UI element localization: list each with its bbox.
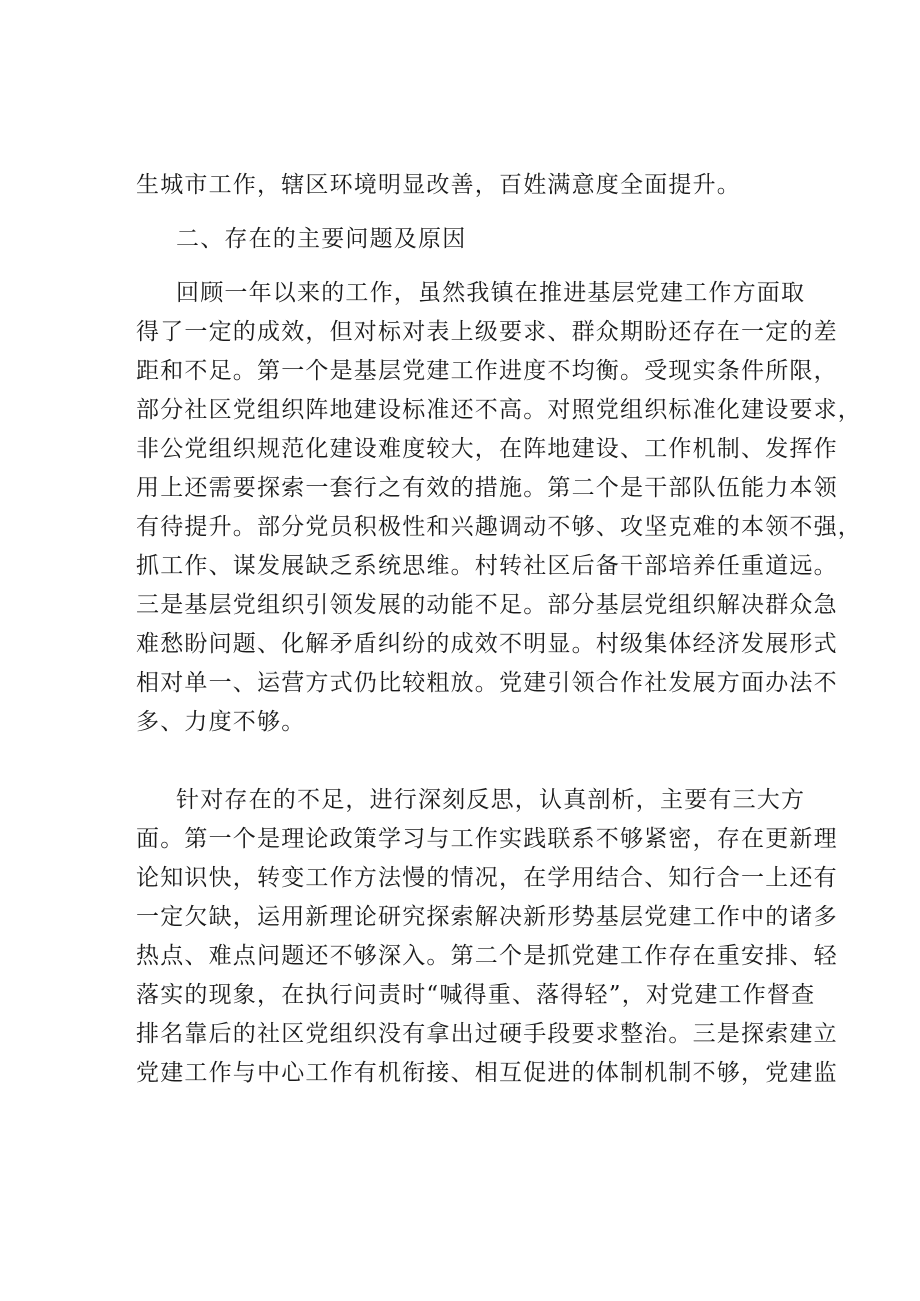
- paragraph-line-17: 论知识快，转变工作方法慢的情况，在学用结合、知行合一上还有: [136, 865, 838, 891]
- paragraph-line-22: 党建工作与中心工作有机衔接、相互促进的体制机制不够，党建监: [136, 1060, 838, 1086]
- section-heading: 二、存在的主要问题及原因: [176, 226, 467, 252]
- paragraph-line-1: 生城市工作，辖区环境明显改善，百姓满意度全面提升。: [136, 172, 741, 198]
- paragraph-line-15: 针对存在的不足，进行深刻反思，认真剖析，主要有三大方: [176, 787, 806, 813]
- paragraph-line-7: 非公党组织规范化建设难度较大，在阵地建设、工作机制、发挥作: [136, 436, 838, 462]
- paragraph-line-16: 面。第一个是理论政策学习与工作实践联系不够紧密，存在更新理: [136, 826, 838, 852]
- paragraph-line-19: 热点、难点问题还不够深入。第二个是抓党建工作存在重安排、轻: [136, 943, 838, 969]
- paragraph-line-8: 用上还需要探索一套行之有效的措施。第二个是干部队伍能力本领: [136, 475, 838, 501]
- paragraph-line-4: 得了一定的成效，但对标对表上级要求、群众期盼还存在一定的差: [136, 319, 838, 345]
- paragraph-line-14: 多、力度不够。: [136, 709, 306, 735]
- paragraph-line-11: 三是基层党组织引领发展的动能不足。部分基层党组织解决群众急: [136, 592, 838, 618]
- paragraph-line-6: 部分社区党组织阵地建设标准还不高。对照党组织标准化建设要求，: [136, 397, 862, 423]
- paragraph-line-12: 难愁盼问题、化解矛盾纠纷的成效不明显。村级集体经济发展形式: [136, 631, 838, 657]
- paragraph-line-5: 距和不足。第一个是基层党建工作进度不均衡。受现实条件所限，: [136, 358, 838, 384]
- paragraph-line-13: 相对单一、运营方式仍比较粗放。党建引领合作社发展方面办法不: [136, 670, 838, 696]
- paragraph-line-9: 有待提升。部分党员积极性和兴趣调动不够、攻坚克难的本领不强，: [136, 514, 862, 540]
- paragraph-line-10: 抓工作、谋发展缺乏系统思维。村转社区后备干部培养任重道远。: [136, 553, 838, 579]
- paragraph-line-3: 回顾一年以来的工作，虽然我镇在推进基层党建工作方面取: [176, 280, 806, 306]
- paragraph-line-20: 落实的现象，在执行问责时“喊得重、落得轻”，对党建工作督查: [136, 982, 816, 1008]
- paragraph-line-21: 排名靠后的社区党组织没有拿出过硬手段要求整治。三是探索建立: [136, 1021, 838, 1047]
- paragraph-line-18: 一定欠缺，运用新理论研究探索解决新形势基层党建工作中的诸多: [136, 904, 838, 930]
